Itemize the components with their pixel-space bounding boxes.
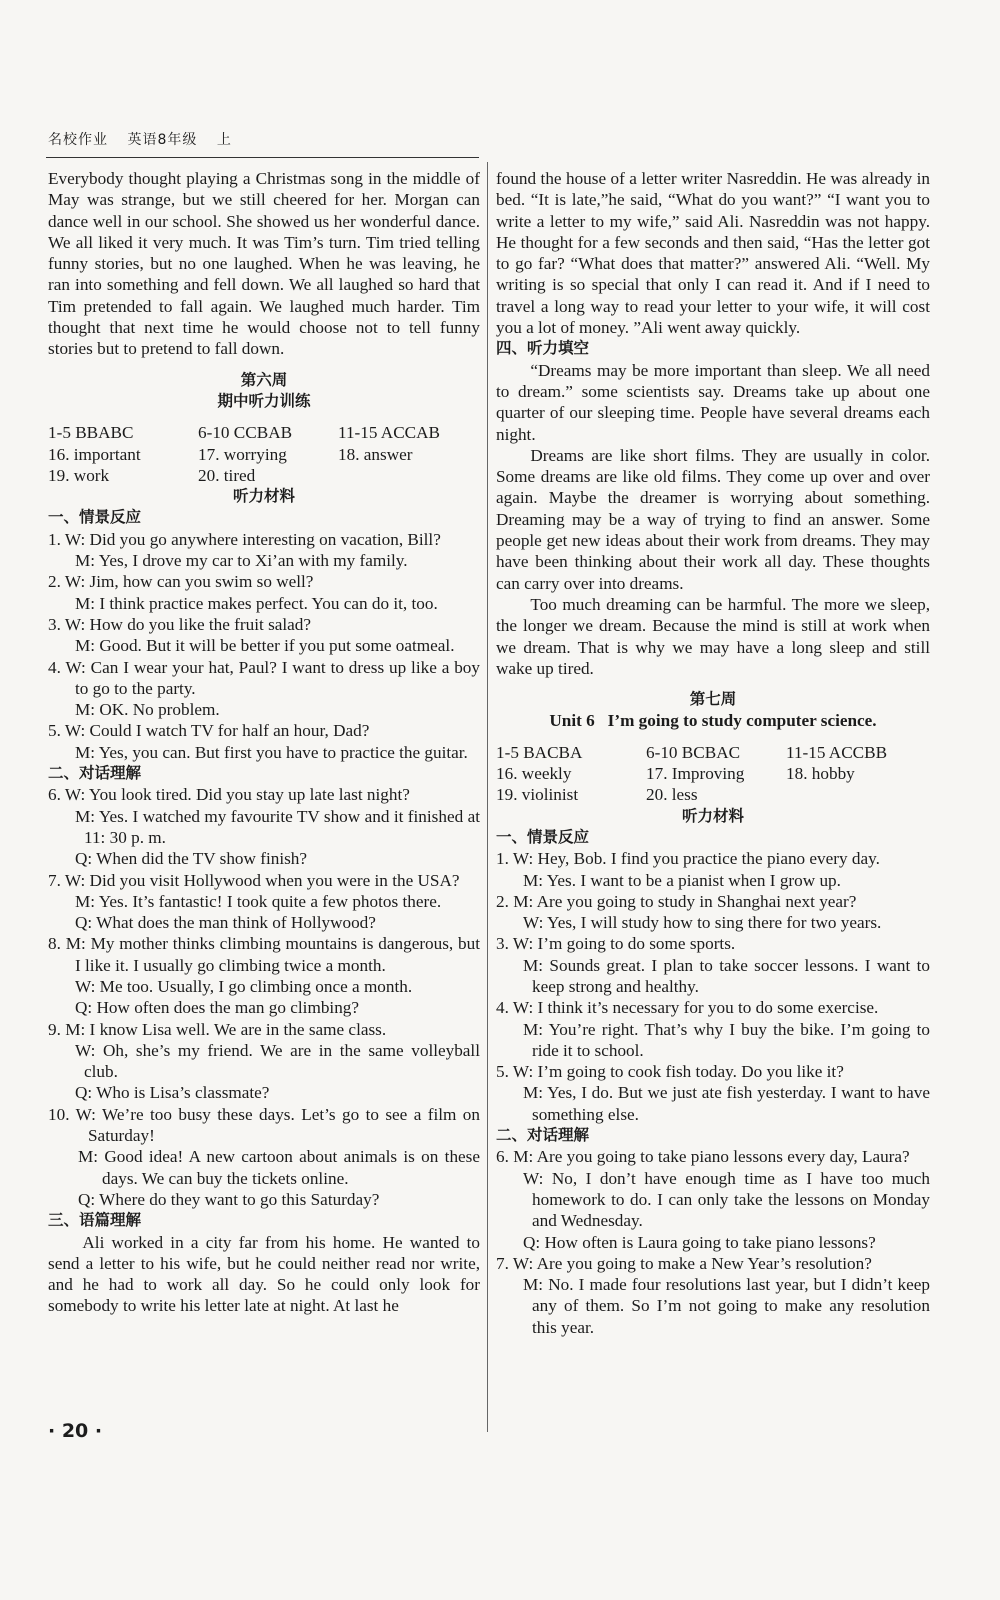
dialogue-line: 1. W: Did you go anywhere interesting on vacation, Bill? — [48, 529, 441, 549]
dialogue-line: W: Yes, I will study how to sing there for two years. — [523, 913, 882, 933]
section-heading: 二、对话理解 — [496, 1126, 590, 1145]
question-line: Q: When did the TV show finish? — [75, 849, 308, 869]
answer-item: 19. work — [48, 465, 110, 485]
question-line: Q: Who is Lisa’s classmate? — [75, 1083, 270, 1103]
right-column — [496, 168, 930, 1338]
section-heading: 一、情景反应 — [48, 508, 142, 527]
answer-item: 11-15 ACCAB — [338, 423, 441, 443]
material-title: 听力材料 — [681, 806, 744, 825]
answer-key — [496, 742, 930, 806]
answer-item: 1-5 BBABC — [48, 423, 134, 443]
unit-title: I’m going to study computer science. — [607, 711, 877, 731]
page-number: · 20 · — [48, 1420, 103, 1442]
dialogue-line: M: No. I made four resolutions last year, but I didn’t keep any of them. So I’m not going to make any resolution this year. — [523, 1275, 930, 1337]
test-title: 期中听力训练 — [217, 391, 311, 410]
answer-item: 17. Improving — [646, 764, 745, 784]
dialogue-line: M: Yes. I watched my favourite TV show and it finished at 11: 30 p. m. — [75, 806, 480, 847]
answer-item: 20. tired — [198, 465, 256, 485]
dialogue-line: 4. W: Can I wear your hat, Paul? I want to dress up like a boy to go to the party. — [48, 657, 480, 698]
dialogue-line: M: I think practice makes perfect. You can do it, too. — [75, 593, 438, 613]
story-paragraph: Everybody thought playing a Christmas song in the middle of May was strange, but we still cheered for her. Morgan can dance well in our school. She showed us her wonderful dance. We all liked it very much. It was Tim’s turn. Tim tried telling funny stories, but no one laughed. When he was leaving, he ran into something and fell down. We all laughed so hard that Tim pretended to fall again. We laughed much harder. Tim thought that next time he would choose not to tell funny stories but to pretend to fall down. — [48, 169, 480, 359]
answer-item: 6-10 BCBAC — [646, 742, 741, 762]
question-line: Q: How often is Laura going to take piano lessons? — [523, 1232, 876, 1252]
section-heading: 四、听力填空 — [496, 339, 590, 358]
dream-paragraph: Dreams are like short films. They are usually in color. Some dreams are like old films. They come up over and over again. Maybe the dreamer is worrying about something. Dreaming may be a way of trying to find an answer. Some people get new ideas about their work from dreams. They may have been thinking about their work all day. These thoughts can carry over into dreams. — [496, 445, 930, 593]
passage-paragraph: Ali worked in a city far from his home. He wanted to send a letter to his wife, but he could neither read nor write, and he had to work all day. So he could only look for somebody to write his letter late at night. At last he — [48, 1232, 480, 1316]
answer-item: 20. less — [646, 785, 698, 805]
answer-item: 17. worrying — [198, 444, 287, 464]
dialogue-line: 2. W: Jim, how can you swim so well? — [48, 572, 314, 592]
dialogue-line: 4. W: I think it’s necessary for you to do some exercise. — [496, 998, 879, 1018]
dialogue-line: M: OK. No problem. — [75, 700, 220, 720]
answer-item: 11-15 ACCBB — [786, 742, 888, 762]
week-title: 第七周 — [689, 690, 737, 709]
volume-name: 上 — [216, 132, 232, 148]
week-title: 第六周 — [240, 370, 288, 389]
answer-item: 6-10 CCBAB — [198, 423, 293, 443]
dialogue-line: 6. M: Are you going to take piano lessons every day, Laura? — [496, 1147, 910, 1167]
header-rule — [46, 157, 479, 158]
answer-key — [48, 422, 480, 486]
dialogue-line: W: Oh, she’s my friend. We are in the same volleyball club. — [75, 1040, 480, 1082]
unit-label: Unit 6 — [549, 711, 595, 731]
dialogue-line: M: Good. But it will be better if you put some oatmeal. — [75, 636, 455, 656]
dialogue-line: 9. M: I know Lisa well. We are in the same class. — [48, 1019, 387, 1039]
unit-title-line — [496, 710, 930, 731]
dialogue-line: 7. W: Are you going to make a New Year’s resolution? — [496, 1253, 872, 1273]
column-divider — [487, 162, 488, 1432]
passage-paragraph: found the house of a letter writer Nasreddin. He was already in bed. “It is late,”he said, “What do you want?” “I want you to write a letter to my wife,” said Ali. Nasreddin was not happy. He thought for a few seconds and then said, “Has the letter got to go far? “What does that matter?” answered Ali. “Well. My writing is so special that only I can read it. And if I need to travel a long way to read your letter to your wife, it will cost you a lot of money. ”Ali went away quickly. — [496, 169, 930, 338]
dialogue-line: 5. W: I’m going to cook fish today. Do you like it? — [496, 1062, 844, 1082]
question-line: Q: Where do they want to go this Saturday? — [78, 1189, 380, 1209]
dialogue-line: M: Good idea! A new cartoon about animals is on these days. We can buy the tickets online. — [78, 1147, 480, 1188]
dialogue-line: M: Yes. It’s fantastic! I took quite a few photos there. — [75, 891, 442, 911]
dialogue-line: W: No, I don’t have enough time as I have too much homework to do. I can only take the lessons on Monday and Wednesday. — [523, 1168, 930, 1231]
dialogue-line: M: Sounds great. I plan to take soccer lessons. I want to keep strong and healthy. — [523, 955, 930, 996]
dialogue-line: 3. W: I’m going to do some sports. — [496, 934, 736, 954]
dialogue-line: 10. W: We’re too busy these days. Let’s go to see a film on Saturday! — [48, 1104, 480, 1146]
question-line: Q: What does the man think of Hollywood? — [75, 913, 376, 933]
section-heading: 一、情景反应 — [496, 827, 590, 846]
subject-name: 英语8年级 — [127, 132, 198, 148]
dialogue-line: M: Yes, you can. But first you have to practice the guitar. — [75, 742, 468, 762]
dialogue-line: M: Yes, I do. But we just ate fish yesterday. I want to have something else. — [523, 1083, 930, 1124]
dialogue-line: 3. W: How do you like the fruit salad? — [48, 614, 312, 634]
left-column — [48, 168, 480, 1317]
dialogue-line: 5. W: Could I watch TV for half an hour, Dad? — [48, 721, 370, 741]
dream-paragraph: Too much dreaming can be harmful. The more we sleep, the longer we dream. Because the mind is still at work when we dream. That is why we may have a long sleep and still wake up tired. — [496, 594, 930, 678]
answer-item: 19. violinist — [496, 785, 579, 805]
dialogue-line: 8. M: My mother thinks climbing mountains is dangerous, but I like it. I usually go climbing twice a month. — [48, 934, 480, 975]
answer-item: 18. hobby — [786, 764, 855, 784]
page-header — [48, 129, 246, 149]
dream-paragraph: “Dreams may be more important than sleep. We all need to dream.” some scientists say. Dreams take up about one quarter of our sleeping time. People have several dreams each night. — [496, 360, 930, 444]
dialogue-line: 1. W: Hey, Bob. I find you practice the piano every day. — [496, 849, 880, 869]
answer-item: 16. important — [48, 444, 141, 464]
series-name: 名校作业 — [48, 132, 108, 148]
dialogue-line: M: You’re right. That’s why I buy the bike. I’m going to ride it to school. — [523, 1019, 930, 1060]
section-heading: 二、对话理解 — [48, 764, 142, 783]
dialogue-line: 2. M: Are you going to study in Shanghai next year? — [496, 891, 857, 911]
dialogue-line: M: Yes, I drove my car to Xi’an with my family. — [75, 551, 408, 571]
dialogue-line: 7. W: Did you visit Hollywood when you were in the USA? — [48, 870, 460, 890]
answer-item: 16. weekly — [496, 764, 572, 784]
section-heading: 三、语篇理解 — [48, 1211, 142, 1230]
dialogue-line: W: Me too. Usually, I go climbing once a month. — [75, 976, 413, 996]
dialogue-line: 6. W: You look tired. Did you stay up late last night? — [48, 785, 410, 805]
answer-item: 18. answer — [338, 444, 413, 464]
material-title: 听力材料 — [232, 487, 295, 506]
dialogue-line: M: Yes. I want to be a pianist when I grow up. — [523, 870, 841, 890]
question-line: Q: How often does the man go climbing? — [75, 998, 360, 1018]
answer-item: 1-5 BACBA — [496, 742, 583, 762]
